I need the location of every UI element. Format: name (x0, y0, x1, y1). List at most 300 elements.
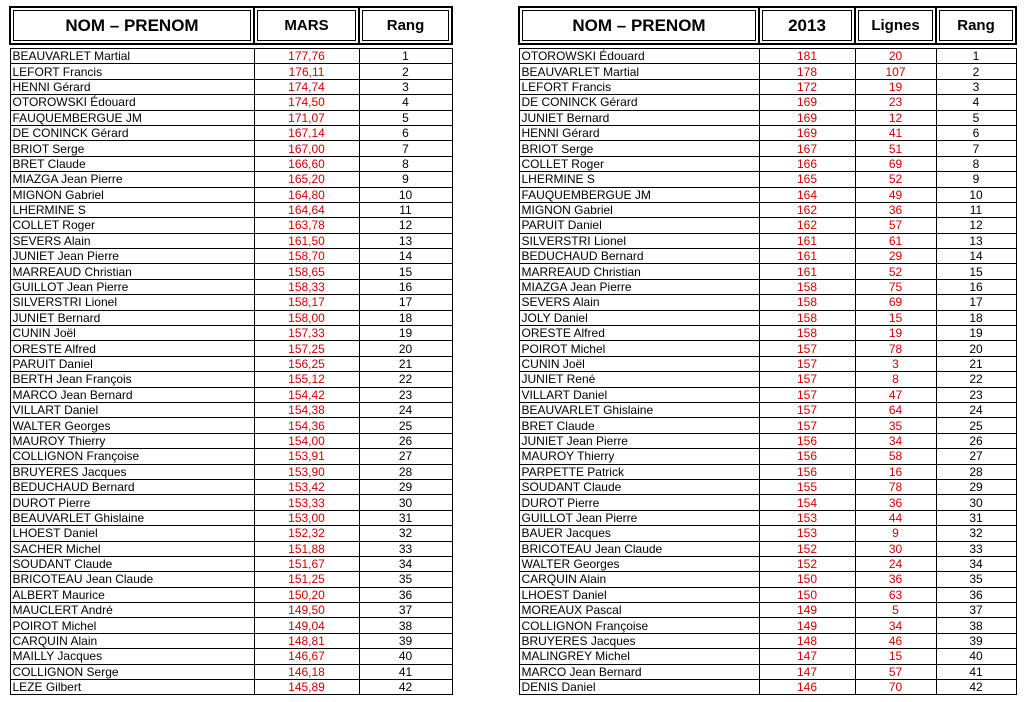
cell-2013-average: 156 (759, 449, 855, 464)
table-row (10, 295, 452, 310)
cell-lines: 75 (855, 279, 936, 294)
cell-name: LEFORT Francis (10, 64, 254, 79)
cell-rank: 37 (359, 603, 452, 618)
cell-name: OTOROWSKI Édouard (10, 95, 254, 110)
cell-2013-average: 158 (759, 295, 855, 310)
cell-rank: 19 (359, 326, 452, 341)
cell-rank: 38 (936, 618, 1016, 633)
cell-rank: 21 (936, 356, 1016, 371)
cell-2013-average: 165 (759, 172, 855, 187)
table-row (519, 326, 1016, 341)
cell-name: GUILLOT Jean Pierre (519, 510, 759, 525)
cell-name: BERTH Jean François (10, 372, 254, 387)
cell-mars-average: 163,78 (254, 218, 359, 233)
cell-2013-average: 169 (759, 110, 855, 125)
cell-name: BEAUVARLET Martial (519, 64, 759, 79)
table-row (519, 649, 1016, 664)
table-row (519, 218, 1016, 233)
cell-name: WALTER Georges (519, 556, 759, 571)
table-row (519, 603, 1016, 618)
cell-2013-average: 181 (759, 49, 855, 64)
cell-name: COLLET Roger (10, 218, 254, 233)
cell-lines: 44 (855, 510, 936, 525)
table-row (10, 680, 452, 695)
cell-mars-average: 177,76 (254, 49, 359, 64)
cell-2013-average: 147 (759, 649, 855, 664)
cell-2013-average: 149 (759, 603, 855, 618)
cell-mars-average: 150,20 (254, 587, 359, 602)
cell-mars-average: 174,74 (254, 79, 359, 94)
table-row (519, 372, 1016, 387)
cell-rank: 25 (359, 418, 452, 433)
table-row (10, 603, 452, 618)
cell-2013-average: 150 (759, 572, 855, 587)
table-row (10, 218, 452, 233)
cell-2013-average: 161 (759, 264, 855, 279)
cell-name: LHERMINE S (519, 172, 759, 187)
cell-mars-average: 153,91 (254, 449, 359, 464)
cell-lines: 34 (855, 433, 936, 448)
cell-rank: 24 (936, 402, 1016, 417)
cell-lines: 47 (855, 387, 936, 402)
column-header-mars: MARS (254, 7, 359, 44)
cell-rank: 33 (936, 541, 1016, 556)
cell-name: BEAUVARLET Martial (10, 49, 254, 64)
cell-rank: 15 (936, 264, 1016, 279)
cell-2013-average: 154 (759, 495, 855, 510)
cell-mars-average: 161,50 (254, 233, 359, 248)
cell-lines: 19 (855, 79, 936, 94)
cell-lines: 46 (855, 633, 936, 648)
table-row (519, 402, 1016, 417)
cell-rank: 11 (936, 202, 1016, 217)
cell-lines: 36 (855, 572, 936, 587)
cell-lines: 35 (855, 418, 936, 433)
table-body (519, 49, 1016, 695)
cell-name: MAUROY Thierry (519, 449, 759, 464)
cell-2013-average: 147 (759, 664, 855, 679)
table-header (519, 7, 1016, 44)
cell-name: MARCO Jean Bernard (10, 387, 254, 402)
cell-name: CARQUIN Alain (10, 633, 254, 648)
table-row (519, 510, 1016, 525)
cell-2013-average: 158 (759, 279, 855, 294)
cell-rank: 22 (359, 372, 452, 387)
cell-mars-average: 154,42 (254, 387, 359, 402)
table-row (10, 664, 452, 679)
cell-rank: 8 (936, 156, 1016, 171)
cell-name: MARREAUD Christian (519, 264, 759, 279)
table-row (10, 249, 452, 264)
table-row (519, 680, 1016, 695)
cell-name: SOUDANT Claude (519, 479, 759, 494)
cell-rank: 31 (359, 510, 452, 525)
cell-mars-average: 167,00 (254, 141, 359, 156)
cell-mars-average: 157,25 (254, 341, 359, 356)
cell-lines: 15 (855, 310, 936, 325)
cell-name: DE CONINCK Gérard (519, 95, 759, 110)
cell-rank: 14 (359, 249, 452, 264)
cell-mars-average: 145,89 (254, 680, 359, 695)
cell-mars-average: 164,64 (254, 202, 359, 217)
table-row (10, 556, 452, 571)
cell-2013-average: 155 (759, 479, 855, 494)
cell-2013-average: 162 (759, 218, 855, 233)
cell-mars-average: 158,00 (254, 310, 359, 325)
cell-lines: 69 (855, 295, 936, 310)
cell-name: BEAUVARLET Ghislaine (10, 510, 254, 525)
cell-2013-average: 158 (759, 310, 855, 325)
cell-name: DE CONINCK Gérard (10, 125, 254, 140)
cell-mars-average: 158,17 (254, 295, 359, 310)
cell-rank: 23 (936, 387, 1016, 402)
table-row (10, 187, 452, 202)
column-header-2013: 2013 (759, 7, 855, 44)
cell-lines: 58 (855, 449, 936, 464)
cell-rank: 21 (359, 356, 452, 371)
cell-2013-average: 156 (759, 464, 855, 479)
cell-rank: 5 (936, 110, 1016, 125)
cell-name: SEVERS Alain (519, 295, 759, 310)
cell-rank: 1 (359, 49, 452, 64)
cell-rank: 32 (936, 526, 1016, 541)
cell-mars-average: 171,07 (254, 110, 359, 125)
cell-name: FAUQUEMBERGUE JM (10, 110, 254, 125)
cell-name: LHOEST Daniel (10, 526, 254, 541)
cell-rank: 18 (936, 310, 1016, 325)
cell-lines: 69 (855, 156, 936, 171)
cell-lines: 36 (855, 495, 936, 510)
table-row (519, 125, 1016, 140)
cell-2013-average: 157 (759, 418, 855, 433)
cell-rank: 11 (359, 202, 452, 217)
cell-2013-average: 153 (759, 526, 855, 541)
cell-lines: 63 (855, 587, 936, 602)
cell-2013-average: 161 (759, 249, 855, 264)
table-row (519, 64, 1016, 79)
cell-name: OTOROWSKI Édouard (519, 49, 759, 64)
cell-rank: 41 (936, 664, 1016, 679)
cell-lines: 107 (855, 64, 936, 79)
cell-rank: 16 (359, 279, 452, 294)
cell-name: MIGNON Gabriel (519, 202, 759, 217)
cell-mars-average: 164,80 (254, 187, 359, 202)
cell-rank: 5 (359, 110, 452, 125)
column-header-rank: Rang (936, 7, 1016, 44)
cell-mars-average: 151,25 (254, 572, 359, 587)
cell-name: VILLART Daniel (10, 402, 254, 417)
table-row (519, 633, 1016, 648)
cell-rank: 39 (359, 633, 452, 648)
cell-name: BRUYERES Jacques (10, 464, 254, 479)
cell-name: PARUIT Daniel (519, 218, 759, 233)
cell-mars-average: 155,12 (254, 372, 359, 387)
cell-name: BRIOT Serge (10, 141, 254, 156)
cell-name: ORESTE Alfred (519, 326, 759, 341)
cell-name: COLLIGNON Françoise (10, 449, 254, 464)
cell-name: MAUROY Thierry (10, 433, 254, 448)
cell-name: POIROT Michel (10, 618, 254, 633)
cell-rank: 2 (936, 64, 1016, 79)
cell-rank: 24 (359, 402, 452, 417)
table-row (519, 49, 1016, 64)
cell-lines: 78 (855, 341, 936, 356)
cell-name: DUROT Pierre (519, 495, 759, 510)
cell-rank: 14 (936, 249, 1016, 264)
table-row (10, 479, 452, 494)
cell-name: BEDUCHAUD Bernard (10, 479, 254, 494)
table-row (10, 464, 452, 479)
cell-rank: 22 (936, 372, 1016, 387)
table-row (10, 264, 452, 279)
cell-name: ORESTE Alfred (10, 341, 254, 356)
cell-2013-average: 157 (759, 341, 855, 356)
cell-name: SILVERSTRI Lionel (10, 295, 254, 310)
cell-mars-average: 153,42 (254, 479, 359, 494)
cell-2013-average: 158 (759, 326, 855, 341)
table-row (10, 633, 452, 648)
cell-rank: 38 (359, 618, 452, 633)
table-row (10, 356, 452, 371)
cell-rank: 36 (359, 587, 452, 602)
table-row (10, 526, 452, 541)
cell-lines: 57 (855, 664, 936, 679)
cell-rank: 20 (936, 341, 1016, 356)
table-row (10, 402, 452, 417)
table-row (519, 433, 1016, 448)
cell-rank: 1 (936, 49, 1016, 64)
cell-rank: 16 (936, 279, 1016, 294)
cell-name: LEFORT Francis (519, 79, 759, 94)
table-row (519, 479, 1016, 494)
cell-rank: 25 (936, 418, 1016, 433)
table-row (519, 526, 1016, 541)
table-row (519, 464, 1016, 479)
cell-rank: 34 (359, 556, 452, 571)
cell-name: JUNIET Jean Pierre (10, 249, 254, 264)
table-row (519, 233, 1016, 248)
cell-name: COLLET Roger (519, 156, 759, 171)
cell-name: CARQUIN Alain (519, 572, 759, 587)
cell-lines: 30 (855, 541, 936, 556)
cell-lines: 70 (855, 680, 936, 695)
cell-rank: 12 (359, 218, 452, 233)
cell-rank: 28 (936, 464, 1016, 479)
cell-name: CUNIN Joël (10, 326, 254, 341)
cell-name: LEZE Gilbert (10, 680, 254, 695)
cell-rank: 19 (936, 326, 1016, 341)
cell-rank: 33 (359, 541, 452, 556)
table-row (10, 587, 452, 602)
table-header (10, 7, 452, 44)
column-header-rank: Rang (359, 7, 452, 44)
cell-name: MARCO Jean Bernard (519, 664, 759, 679)
cell-rank: 10 (936, 187, 1016, 202)
cell-name: MIAZGA Jean Pierre (10, 172, 254, 187)
cell-lines: 61 (855, 233, 936, 248)
table-row (519, 279, 1016, 294)
cell-rank: 3 (936, 79, 1016, 94)
cell-2013-average: 152 (759, 556, 855, 571)
cell-rank: 35 (359, 572, 452, 587)
cell-mars-average: 167,14 (254, 125, 359, 140)
table-row (10, 572, 452, 587)
cell-mars-average: 156,25 (254, 356, 359, 371)
cell-name: ALBERT Maurice (10, 587, 254, 602)
cell-rank: 7 (359, 141, 452, 156)
cell-rank: 40 (936, 649, 1016, 664)
table-row (519, 295, 1016, 310)
cell-2013-average: 157 (759, 356, 855, 371)
table-row (10, 64, 452, 79)
cell-rank: 42 (359, 680, 452, 695)
cell-rank: 30 (359, 495, 452, 510)
cell-rank: 37 (936, 603, 1016, 618)
table-row (10, 418, 452, 433)
cell-lines: 41 (855, 125, 936, 140)
cell-name: PARUIT Daniel (10, 356, 254, 371)
table-row (10, 495, 452, 510)
table-row (10, 372, 452, 387)
cell-rank: 10 (359, 187, 452, 202)
table-row (519, 187, 1016, 202)
table-row (519, 618, 1016, 633)
table-row (10, 202, 452, 217)
cell-name: BAUER Jacques (519, 526, 759, 541)
table-row (10, 449, 452, 464)
cell-name: GUILLOT Jean Pierre (10, 279, 254, 294)
table-row (519, 572, 1016, 587)
cell-mars-average: 154,38 (254, 402, 359, 417)
table-row (10, 387, 452, 402)
table-row (519, 664, 1016, 679)
cell-name: BEAUVARLET Ghislaine (519, 402, 759, 417)
cell-rank: 28 (359, 464, 452, 479)
cell-name: HENNI Gérard (519, 125, 759, 140)
cell-name: MIGNON Gabriel (10, 187, 254, 202)
cell-rank: 17 (359, 295, 452, 310)
cell-name: HENNI Gérard (10, 79, 254, 94)
cell-rank: 6 (936, 125, 1016, 140)
cell-name: PARPETTE Patrick (519, 464, 759, 479)
cell-rank: 4 (359, 95, 452, 110)
cell-2013-average: 178 (759, 64, 855, 79)
cell-lines: 5 (855, 603, 936, 618)
cell-name: SILVERSTRI Lionel (519, 233, 759, 248)
cell-lines: 23 (855, 95, 936, 110)
cell-name: MAILLY Jacques (10, 649, 254, 664)
cell-2013-average: 148 (759, 633, 855, 648)
cell-rank: 23 (359, 387, 452, 402)
cell-name: JUNIET René (519, 372, 759, 387)
table-row (519, 156, 1016, 171)
cell-2013-average: 157 (759, 387, 855, 402)
cell-name: WALTER Georges (10, 418, 254, 433)
cell-rank: 27 (936, 449, 1016, 464)
table-row (519, 449, 1016, 464)
cell-rank: 29 (359, 479, 452, 494)
cell-mars-average: 157,33 (254, 326, 359, 341)
cell-rank: 41 (359, 664, 452, 679)
cell-mars-average: 151,67 (254, 556, 359, 571)
cell-name: MIAZGA Jean Pierre (519, 279, 759, 294)
cell-lines: 15 (855, 649, 936, 664)
table-row (519, 95, 1016, 110)
cell-rank: 17 (936, 295, 1016, 310)
cell-mars-average: 153,33 (254, 495, 359, 510)
column-header-name: NOM – PRENOM (10, 7, 254, 44)
cell-2013-average: 157 (759, 402, 855, 417)
cell-mars-average: 154,00 (254, 433, 359, 448)
cell-2013-average: 161 (759, 233, 855, 248)
column-header-lines: Lignes (855, 7, 936, 44)
cell-name: COLLIGNON Françoise (519, 618, 759, 633)
cell-rank: 39 (936, 633, 1016, 648)
cell-mars-average: 148,81 (254, 633, 359, 648)
table-row (10, 172, 452, 187)
cell-2013-average: 153 (759, 510, 855, 525)
cell-rank: 12 (936, 218, 1016, 233)
cell-rank: 9 (936, 172, 1016, 187)
cell-lines: 36 (855, 202, 936, 217)
cell-name: JUNIET Bernard (519, 110, 759, 125)
cell-lines: 24 (855, 556, 936, 571)
cell-lines: 52 (855, 172, 936, 187)
cell-name: COLLIGNON Serge (10, 664, 254, 679)
cell-2013-average: 156 (759, 433, 855, 448)
cell-name: MAUCLERT André (10, 603, 254, 618)
cell-2013-average: 146 (759, 680, 855, 695)
table-row (10, 110, 452, 125)
cell-name: MOREAUX Pascal (519, 603, 759, 618)
cell-name: BRIOT Serge (519, 141, 759, 156)
cell-mars-average: 166,60 (254, 156, 359, 171)
cell-name: DUROT Pierre (10, 495, 254, 510)
cell-rank: 32 (359, 526, 452, 541)
cell-rank: 29 (936, 479, 1016, 494)
cell-rank: 27 (359, 449, 452, 464)
cell-mars-average: 165,20 (254, 172, 359, 187)
cell-name: VILLART Daniel (519, 387, 759, 402)
cell-name: JOLY Daniel (519, 310, 759, 325)
table-row (10, 649, 452, 664)
table-row (519, 495, 1016, 510)
march-ranking-table (9, 6, 453, 695)
cell-lines: 34 (855, 618, 936, 633)
cell-rank: 26 (936, 433, 1016, 448)
table-row (519, 141, 1016, 156)
cell-rank: 35 (936, 572, 1016, 587)
cell-2013-average: 169 (759, 95, 855, 110)
table-row (10, 125, 452, 140)
cell-lines: 78 (855, 479, 936, 494)
cell-name: MARREAUD Christian (10, 264, 254, 279)
table-row (10, 510, 452, 525)
table-row (519, 202, 1016, 217)
cell-2013-average: 169 (759, 125, 855, 140)
cell-mars-average: 149,50 (254, 603, 359, 618)
cell-mars-average: 176,11 (254, 64, 359, 79)
cell-name: LHERMINE S (10, 202, 254, 217)
cell-rank: 4 (936, 95, 1016, 110)
cell-mars-average: 174,50 (254, 95, 359, 110)
cell-lines: 49 (855, 187, 936, 202)
cell-name: BRUYERES Jacques (519, 633, 759, 648)
cell-rank: 18 (359, 310, 452, 325)
cell-rank: 13 (359, 233, 452, 248)
cell-mars-average: 149,04 (254, 618, 359, 633)
cell-rank: 2 (359, 64, 452, 79)
